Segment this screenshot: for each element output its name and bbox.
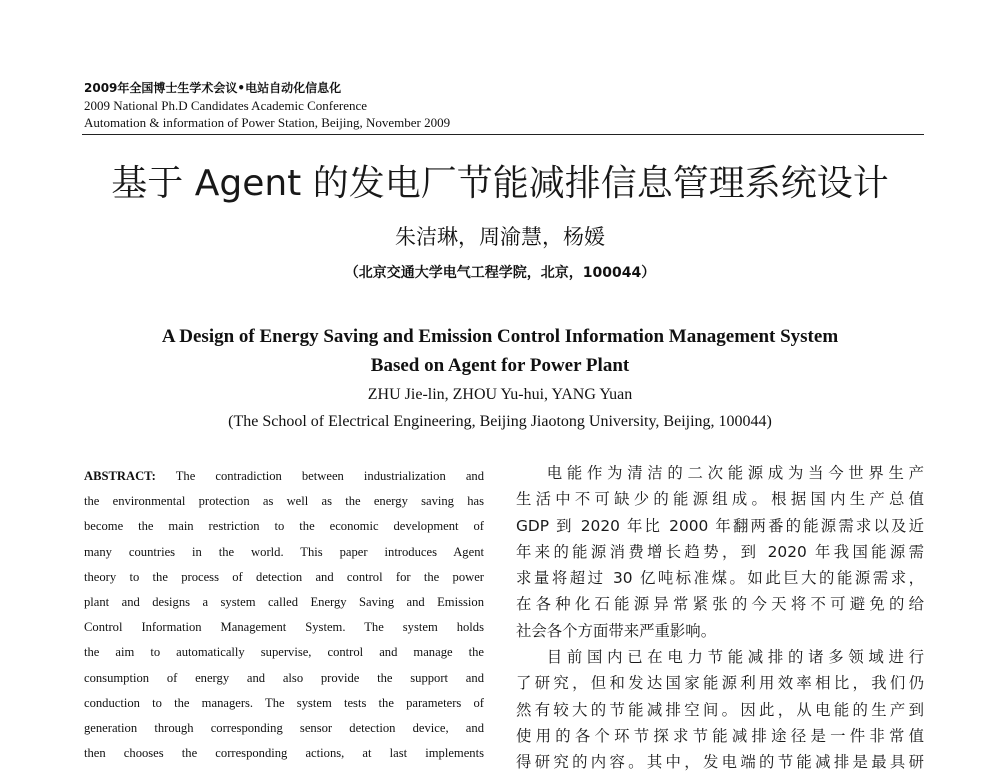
abstract-line-text: The contradiction between industrialization and xyxy=(175,469,485,483)
abstract-line: the aim to automatically supervise, control and manage the xyxy=(84,645,484,660)
paper-title-en-line-1: A Design of Energy Saving and Emission Control Information Management System xyxy=(161,326,839,347)
header-divider xyxy=(82,134,924,135)
body-line: 求量将超过 30 亿吨标准煤。如此巨大的能源需求， xyxy=(516,569,924,588)
abstract-line: become the main restriction to the economic development of xyxy=(84,519,484,534)
abstract-line: consumption of energy and also provide the support and xyxy=(84,670,484,685)
affiliation-en: (The School of Electrical Engineering, Beijing Jiaotong University, Beijing, 100044) xyxy=(228,413,772,430)
body-line: 使用的各个环节探求节能减排途径是一件非常值 xyxy=(516,726,924,745)
abstract-line: generation through corresponding sensor detection device, and xyxy=(84,721,484,736)
conference-name-cn: 2009年全国博士生学术会议•电站自动化信息化 xyxy=(84,81,342,95)
body-line: 目前国内已在电力节能减排的诸多领域进行 xyxy=(546,648,924,667)
abstract-line: theory to the process of detection and control for the power xyxy=(84,569,484,584)
abstract-line: then chooses the corresponding actions, at last implements xyxy=(84,746,484,761)
paper-title-en xyxy=(0,322,1000,380)
authors-cn: 朱洁琳，周渝慧，杨媛 xyxy=(395,225,605,249)
abstract-line: many countries in the world. This paper introduces Agent xyxy=(84,544,484,559)
body-line: 得研究的内容。其中，发电端的节能减排是最具研 xyxy=(516,753,924,772)
abstract xyxy=(84,464,484,766)
conference-place: Automation & information of Power Station, Beijing, November 2009 xyxy=(84,115,451,130)
body-line: 社会各个方面带来严重影响。 xyxy=(516,621,717,640)
conference-header xyxy=(84,80,584,131)
paper-title-cn: 基于 Agent 的发电厂节能减排信息管理系统设计 xyxy=(111,163,889,204)
abstract-label: ABSTRACT: xyxy=(84,469,156,483)
affiliation-cn: （北京交通大学电气工程学院，北京，100044） xyxy=(344,265,656,281)
body-line: GDP 到 2020 年比 2000 年翻两番的能源需求以及近 xyxy=(516,516,924,535)
abstract-line: the environmental protection as well as the energy saving has xyxy=(84,494,484,509)
authors-en: ZHU Jie-lin, ZHOU Yu-hui, YANG Yuan xyxy=(367,386,633,403)
paper-title-en-line-2: Based on Agent for Power Plant xyxy=(370,355,630,376)
conference-name-en: 2009 National Ph.D Candidates Academic Conference xyxy=(84,98,368,113)
body-line: 在各种化石能源异常紧张的今天将不可避免的给 xyxy=(516,595,924,614)
body-text-cn xyxy=(516,460,924,776)
body-line: 了研究，但和发达国家能源利用效率相比，我们仍 xyxy=(516,674,924,693)
body-line: 年来的能源消费增长趋势，到 2020 年我国能源需 xyxy=(516,542,924,561)
body-line: 电能作为清洁的二次能源成为当今世界生产 xyxy=(546,464,924,482)
abstract-line xyxy=(84,464,484,489)
abstract-line: conduction to the managers. The system tests the parameters of xyxy=(84,695,484,710)
abstract-line: Control Information Management System. The system holds xyxy=(84,620,484,635)
abstract-line: plant and designs a system called Energy Saving and Emission xyxy=(84,595,484,610)
body-line: 生活中不可缺少的能源组成。根据国内生产总值 xyxy=(516,490,924,509)
body-line: 然有较大的节能减排空间。因此，从电能的生产到 xyxy=(516,700,924,719)
